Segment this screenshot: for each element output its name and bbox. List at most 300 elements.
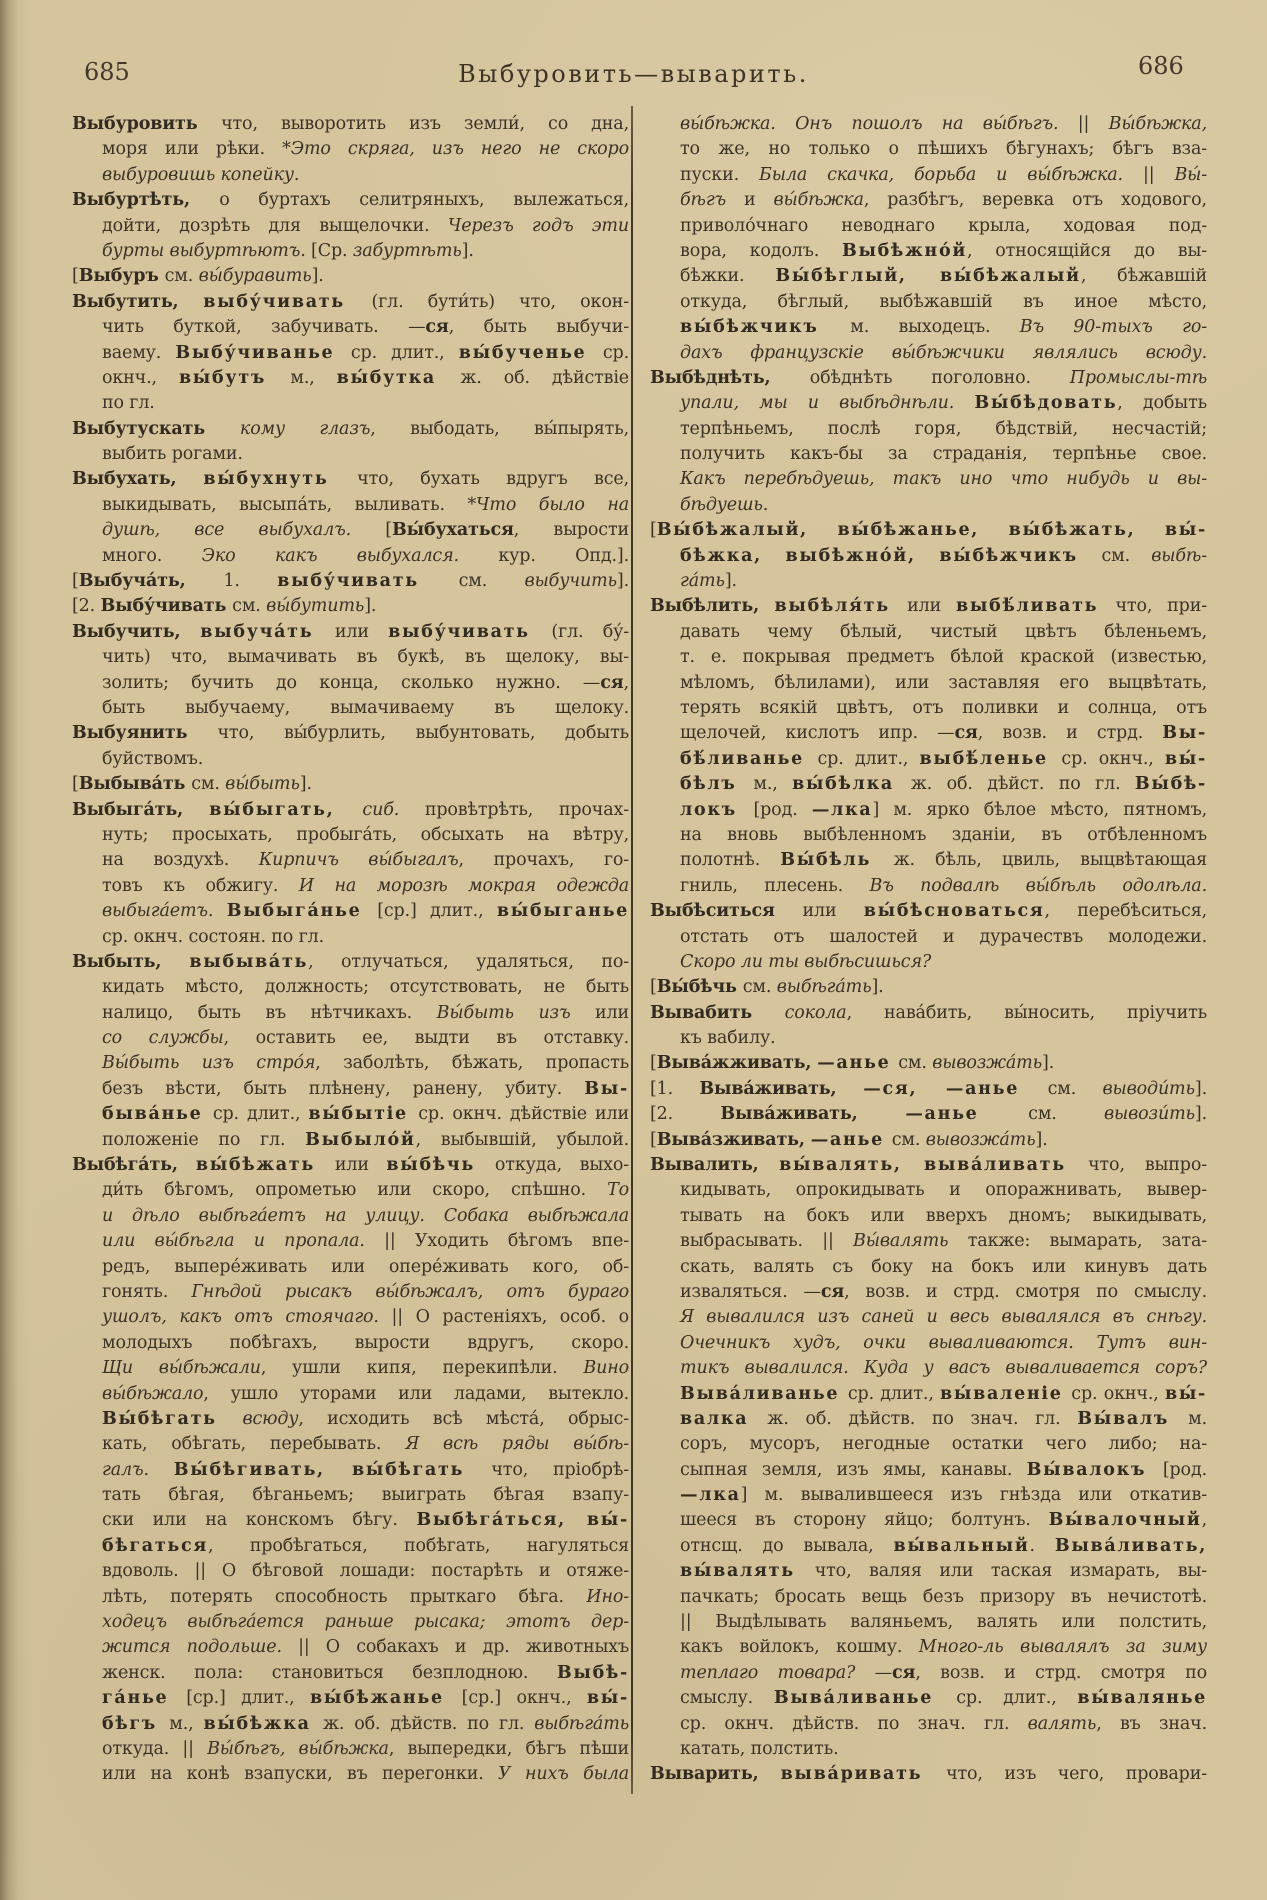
text-segment: [ [72,266,79,287]
text-segment: терять всякій цвѣтъ, отъ поливки и солнца, отъ [680,697,1207,718]
text-segment: тывать на бокъ или вверхъ дномъ; выкидывать, [680,1205,1207,1226]
text-segment: —лка [680,1485,741,1506]
text-segment: , выпередки, бѣгъ пѣши [388,1739,629,1759]
text-segment: ся [425,317,449,338]
text-line [650,569,1207,594]
text-line [650,137,1207,162]
text-segment: ср. [602,342,629,363]
text-segment: [2. [72,596,101,617]
text-segment: — [874,1662,893,1683]
text-segment: , разбѣгъ, веревка отъ ходового, [863,190,1207,211]
text-segment: Вы́бѣжалый, вы́бѣжанье, вы́бѣжать, вы́- [656,520,1207,541]
text-line [72,1229,629,1254]
text-segment: Ино- [586,1586,629,1607]
text-segment: см. [191,774,226,795]
text-segment: , въ знач. [1096,1713,1207,1734]
text-line [650,239,1207,264]
text-segment: Выва́зживать, [656,1129,811,1150]
text-segment: вывозжа́ть [932,1053,1043,1074]
text-segment: , исходить всѣ мѣста́, обрыс- [298,1408,629,1429]
text-line [72,112,629,137]
text-segment: вы́бѣчь [386,1155,495,1176]
text-segment: Вы́быть изъ [436,1002,595,1023]
text-segment: ]. [311,266,324,287]
text-segment: см. [1028,1104,1104,1125]
text-segment: или [595,1002,629,1023]
text-segment: , выбодать, вы́пырять, [370,418,629,439]
text-segment: У нихъ была [498,1764,629,1785]
text-segment: Выва́ливанье [773,1688,957,1709]
text-segment: вы́бѣжка. Онъ пошолъ на вы́бѣгъ. [680,114,1078,134]
text-line [650,1280,1207,1305]
text-segment: Вы́бѣдовать [974,393,1118,414]
text-line [72,1153,629,1178]
text-segment: или [907,596,956,617]
text-line [650,1737,1207,1762]
text-segment: Промыслы-тѣ [1069,367,1207,388]
text-segment: ]. [1035,1129,1048,1150]
text-segment: м., [169,1713,204,1734]
text-line [650,1585,1207,1610]
text-segment: ски или на конскомъ бѣгу. [102,1510,417,1531]
text-line [72,1051,629,1076]
text-segment: вы́бѣсноваться [863,901,1045,922]
text-segment: Выбыга́ть, [72,799,210,820]
text-segment: Выбутускать [72,418,240,439]
text-segment: душѣ, все выбухалъ. [102,520,386,541]
text-segment: ж. об. дѣйствіе [460,367,629,388]
text-segment: , [1201,1510,1207,1531]
text-line [650,341,1207,366]
text-segment: Черезъ годъ эти [447,215,629,236]
text-segment: ] м. вывалившееся изъ гнѣзда или откатив- [740,1485,1207,1506]
text-line [72,341,629,366]
text-segment: ходецъ выбѣга́ется раньше рысака; этотъ дер- [102,1612,629,1633]
text-segment: вора, кодолъ. [680,240,842,261]
text-line [72,290,629,315]
text-line [650,1305,1207,1330]
text-segment: выбѣля́ть [774,596,908,617]
text-segment: Вы́бѣ- [1134,774,1207,795]
text-segment: ср. длит., [847,1383,941,1404]
text-segment: сыпная земля, изъ ямы, канавы. [680,1459,1027,1480]
text-segment: Я всѣ ряды вы́бѣ- [405,1434,629,1455]
text-segment: скать, валять съ боку на бокъ или кинувъ дать [680,1256,1207,1277]
text-segment: откуда. || [102,1739,208,1759]
text-segment: чить) что, вымачивать въ букѣ, въ щелоку, вы- [102,647,629,668]
text-line [650,772,1207,797]
text-segment: м. [1188,1408,1207,1429]
text-segment: Вино [583,1358,629,1379]
text-segment: соръ, мусоръ, негодные остатки чего либо; на- [680,1434,1207,1455]
text-segment: выбить рогами. [102,444,243,465]
text-line [72,1534,629,1559]
text-segment: выбѣга́ть [534,1713,629,1734]
text-line [650,1712,1207,1737]
text-segment: ]. [1194,1078,1207,1099]
text-line [650,874,1207,899]
text-segment: [ср.] окнч., [461,1688,587,1709]
text-segment: [ср.] длит., [186,1688,311,1709]
text-line [72,594,629,619]
text-segment: Вы́бѣль [780,850,894,871]
text-segment: Выва́живать, [699,1078,864,1099]
text-segment: забуртѣть [352,240,462,261]
text-segment: см. [1047,1078,1103,1099]
text-segment: *Что было на [467,494,629,515]
text-segment: , отлучаться, удаляться, по- [308,951,629,972]
text-segment: бѣгъ [680,190,745,211]
text-segment: вы́быганье [496,901,629,922]
text-segment: вы́- [1164,748,1207,769]
text-segment: ся [892,1662,916,1683]
text-line [72,264,629,289]
text-segment: вы́бѣжало [102,1383,204,1404]
text-segment: Вы́быть изъ стро́я [102,1053,316,1074]
text-line [650,391,1207,416]
text-segment: налицо, быть въ нѣтчикахъ. [102,1002,437,1023]
text-segment: Вы́бѣгъ, вы́бѣжка [207,1739,389,1759]
text-segment: вы́бухнуть [203,469,358,490]
text-segment: какъ войлокъ, кошму. [680,1637,919,1658]
text-segment: [род. [753,799,812,820]
text-segment: бѣгаться [102,1535,208,1556]
text-segment: [ [650,1053,657,1074]
text-line [650,1610,1207,1635]
text-segment: моря или рѣки. [102,139,283,160]
text-segment: м., [753,774,793,795]
text-line [72,1331,629,1356]
text-segment: вы́бутка [336,367,461,388]
text-line [650,747,1207,772]
text-line [650,1407,1207,1432]
text-line [72,747,629,772]
text-segment: Была скачка, борьба и вы́бѣжка. [759,164,1143,185]
text-segment: [ [650,977,657,998]
text-line [650,823,1207,848]
text-line [650,1128,1207,1153]
text-line [72,1737,629,1762]
text-segment: что, бухать вдругъ все, [357,469,629,490]
text-segment: Выбыга́нье [226,901,378,922]
text-line [650,899,1207,924]
text-segment: кидывать, опрокидывать и опоражнивать, вывер- [680,1180,1207,1201]
text-line [650,594,1207,619]
text-segment: и дѣло выбѣга́етъ на улицу. Собака выбѣжала [102,1205,629,1226]
text-segment: вы́быть [225,774,300,795]
text-segment: жится подольше. [102,1637,299,1658]
text-segment: Выва́ливанье [680,1383,848,1404]
text-line [72,214,629,239]
text-segment: Вы́валять [853,1231,968,1252]
text-line [650,1077,1207,1102]
text-segment: кому глазъ [239,418,371,439]
text-segment: —анье [817,1053,899,1074]
text-line [72,137,629,162]
text-segment: Вы́валъ [1077,1408,1189,1429]
text-segment: ся [820,1281,845,1302]
text-segment: положеніе по гл. [102,1129,306,1150]
text-segment: , заболѣть, бѣжать, пропасть [315,1053,629,1074]
text-line [650,1382,1207,1407]
header-title: Выбуровить—выварить. [458,60,809,88]
text-line [72,798,629,823]
text-segment: ср. окнч., [1071,1383,1165,1404]
text-segment: Вы- [584,1078,629,1099]
text-segment: Выварить, [650,1764,781,1785]
text-segment: всюду [242,1408,299,1429]
text-line [650,1458,1207,1483]
text-line [650,1534,1207,1559]
text-segment: Вы́- [1174,164,1207,185]
text-segment: тикъ вывалился. Куда у васъ вываливается соръ? [680,1358,1207,1379]
text-segment: лѣть, потерять способность прыткаго бѣга. [102,1586,587,1607]
text-line [650,1559,1207,1584]
left-text-column [72,112,629,1802]
text-segment: , быть выбучи- [448,317,629,338]
text-segment: *Это скряга, изъ него не скоро [282,139,629,160]
text-segment: —анье [905,1104,1029,1125]
text-segment: ср. окнч. состоян. по гл. [102,926,325,947]
text-segment: ушолъ, какъ отъ стоячаго. [102,1307,392,1328]
text-segment: [1. [650,1078,700,1099]
text-line [72,1280,629,1305]
text-segment: обѣднѣть поголовно. [809,367,1070,388]
text-segment: ] м. ярко бѣлое мѣсто, пятномъ, [872,799,1207,820]
text-segment: Выбѣднѣть, [650,367,810,388]
text-segment: Выва́ливать, [1054,1535,1207,1556]
text-segment: вы́бутить [266,596,365,617]
text-segment: Вывалить, [650,1155,780,1176]
text-segment: ср. окнч. дѣйствіе или [418,1104,629,1125]
text-line [72,950,629,975]
text-segment: [ [650,520,657,541]
text-line [650,975,1207,1000]
text-line [72,620,629,645]
text-line [72,899,629,924]
text-segment: пуски. [680,164,760,185]
text-segment: выводи́ть [1102,1078,1195,1099]
text-segment: , пробѣгаться, побѣгать, нагуляться [207,1535,629,1556]
text-segment: терпѣньемъ, послѣ горя, бѣдствій, несчастій; [680,418,1207,439]
text-line [650,290,1207,315]
text-line [72,772,629,797]
text-segment: Въ подвалѣ вы́бѣль одолѣла. [869,875,1207,896]
text-segment: выбуча́ть [200,621,335,642]
text-segment: Эко какъ выбухался. [201,545,499,566]
text-line [650,518,1207,543]
text-line [72,1102,629,1127]
text-segment: откуда, бѣглый, выбѣжавшій въ иное мѣсто, [680,291,1207,312]
text-segment: шееся въ сторону яйцо; болтунъ. [680,1510,1049,1531]
text-segment: получить какъ-бы за страданія, терпѣнье свое. [680,444,1207,465]
text-line [650,1051,1207,1076]
text-line [72,925,629,950]
text-segment: Я вывалился изъ саней и весь вывалялся въ снѣгу. [680,1307,1207,1328]
text-segment: Выбѣжно́й [841,240,967,261]
text-segment: ж. об. дѣйст. по гл. [910,774,1135,795]
text-segment: Выбуртѣть, [72,190,220,211]
text-segment: о буртахъ селитряныхъ, вылежаться, [219,190,629,211]
text-segment: также: вымарать, зата- [967,1231,1207,1252]
text-segment: Щи вы́бѣжали [102,1358,261,1379]
text-segment: [ [385,520,392,541]
text-segment: кур. Опд.]. [498,545,629,566]
text-segment: [ [72,774,79,795]
text-line [72,1762,629,1787]
text-segment: вы́быгать, [209,799,363,820]
text-segment: бѣжки. [680,266,776,287]
text-segment: То [607,1180,629,1201]
text-segment: или [802,901,864,922]
text-segment: что, пріобрѣ- [491,1459,629,1480]
text-segment: выва́ривать [780,1764,947,1785]
text-segment: выбѣга́ть [776,977,872,998]
text-segment: т. е. покрывая предметъ бѣлой краской (известью, [680,647,1207,668]
text-line [650,1483,1207,1508]
text-segment: вы́- [1164,1383,1207,1404]
text-line [650,467,1207,492]
text-segment: Гнѣдой рысакъ вы́бѣжалъ, отъ бураго [191,1281,629,1302]
text-line [650,925,1207,950]
text-segment: Выбыть, [72,951,190,972]
text-segment: см. [898,1053,933,1074]
text-line [650,544,1207,569]
text-segment: Выва́жживать, [656,1053,818,1074]
text-segment: Вы́бѣгивать, вы́бѣгать [173,1459,492,1480]
column-divider-rule [631,106,633,1794]
text-line [650,1255,1207,1280]
text-segment: Выбѣситься [650,901,803,922]
text-segment: выбу́чивать [388,621,552,642]
text-segment: что, изъ чего, провари- [946,1764,1207,1785]
text-segment: ]. [1194,1104,1207,1125]
text-line [650,620,1207,645]
text-segment: Выбѣ- [556,1662,629,1683]
text-segment: см. [164,266,199,287]
text-segment: га́ть [680,571,725,592]
text-segment: на воздухѣ. [102,850,259,871]
text-line [72,366,629,391]
text-line [72,467,629,492]
text-segment: по гл. [102,393,155,414]
text-line [650,493,1207,518]
text-line [72,391,629,416]
text-line [72,1661,629,1686]
text-line [72,518,629,543]
text-line [72,442,629,467]
text-line [72,1585,629,1610]
text-segment: то же, но только о пѣшихъ бѣгунахъ; бѣгъ вза- [680,139,1207,160]
text-segment: —лка [811,799,873,820]
text-segment: давать чему бѣлый, чистый цвѣтъ бѣленьемъ, [680,621,1207,642]
text-segment: Выбучить, [72,621,201,642]
text-line [72,188,629,213]
text-segment: , перебѣситься, [1044,901,1207,922]
text-segment: молодыхъ побѣгахъ, вырости вдругъ, скоро. [102,1332,629,1353]
text-segment: мѣломъ, бѣлилами), или заставляя его выцвѣтать, [680,672,1207,693]
text-segment: ж. об. дѣйств. по знач. гл. [767,1408,1078,1429]
text-segment: Скоро ли ты выбѣсишься? [680,951,932,972]
text-segment: выбѣ́ливать [956,596,1116,617]
text-segment: || Уходить бѣгомъ впе- [384,1231,629,1252]
text-line [72,1610,629,1635]
text-segment: || [1077,114,1109,134]
text-segment: бѣжка, выбѣжно́й, вы́бѣжчикъ [680,545,1102,566]
text-segment: выбыга́етъ. [102,901,227,922]
text-segment: м., [290,367,337,388]
text-segment: валять [1027,1713,1097,1734]
text-segment: вы́валять, выва́ливать [779,1155,1089,1176]
text-segment: га́нье [102,1688,187,1709]
text-segment: см. [1101,545,1152,566]
text-line [650,214,1207,239]
text-segment: , прочахъ, го- [458,850,629,871]
text-segment: [ [72,571,79,592]
text-line [72,823,629,848]
text-segment: приволо́чнаго неводнаго крыла, ходовая под- [680,215,1207,236]
text-segment: бѣгъ [102,1713,170,1734]
text-segment: что, валяя или таская измарать, вы- [814,1561,1207,1582]
text-line [650,163,1207,188]
text-line [72,417,629,442]
text-segment: нуть; просыхать, пробыга́ть, обсыхать на вѣтру, [102,824,629,845]
text-segment: вы́бутъ [178,367,291,388]
text-line [72,1204,629,1229]
text-segment: что, вы́бурлить, выбунтовать, добыть [217,723,629,744]
text-segment: Въ 90-тыхъ го- [1019,317,1207,338]
text-segment: ср. окнч. дѣйств. по знач. гл. [680,1713,1028,1734]
text-segment: кидать мѣсто, должность; отсутствовать, не быть [102,977,629,998]
text-segment: или [334,1155,387,1176]
text-segment: ваему. [102,342,176,363]
text-segment: вы́валять [680,1561,815,1582]
text-segment: выбрасывать. || [680,1231,854,1252]
text-segment: къ вабилу. [680,1028,776,1049]
text-segment: упали, мы и выбѣднѣли. [680,393,975,414]
text-segment: ср. длит., [212,1104,309,1125]
text-line [650,1432,1207,1457]
text-segment: Выбыло́й [305,1129,416,1150]
text-line [72,1128,629,1153]
text-segment: сокола [784,1002,847,1023]
text-segment: что, выпро- [1088,1155,1207,1176]
text-segment: ся [954,723,978,744]
text-segment: катать, полстить. [680,1739,839,1759]
text-segment: Какъ перебѣдуешь, такъ ино что нибудь и вы- [680,469,1207,490]
text-segment: Вы́валокъ [1026,1459,1163,1480]
text-line [72,1635,629,1660]
text-segment: откуда, выхо- [494,1155,629,1176]
text-segment: Вы́бухаться [391,520,514,541]
text-line [72,1001,629,1026]
text-segment: ся [600,672,624,693]
text-segment: , возв. и стрд. смотря по [915,1662,1207,1683]
text-line [72,671,629,696]
text-segment: И на морозѣ мокрая одежда [298,875,629,896]
text-segment: выкидывать, высыпа́ть, выливать. [102,494,468,515]
text-segment: [ [650,1129,657,1150]
text-line [72,315,629,340]
text-line [650,1331,1207,1356]
text-line [72,1686,629,1711]
text-segment: , бѣжавшій [1080,266,1207,287]
text-segment: , добыть [1117,393,1207,414]
text-line [650,1635,1207,1660]
text-line [72,1458,629,1483]
text-segment: или на конѣ взапуски, въ перегонки. [102,1764,499,1785]
text-segment: , ушли кипя, перекипѣли. [260,1358,584,1379]
